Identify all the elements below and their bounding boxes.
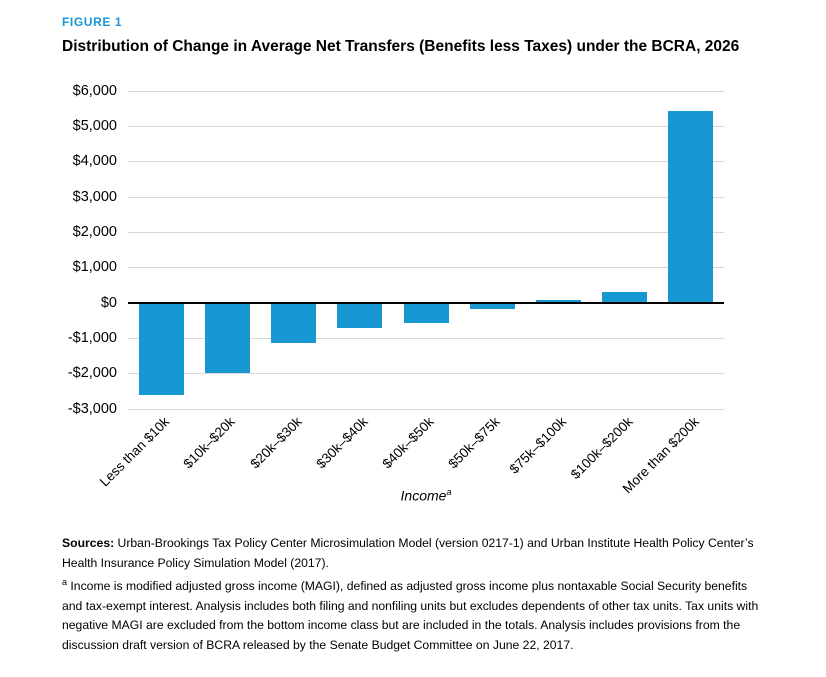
gridline [128, 91, 724, 92]
x-tick-label: $100k–$200k [567, 414, 636, 482]
footnote-marker: a [62, 577, 68, 587]
figure-number-label: FIGURE 1 [62, 15, 123, 29]
y-tick-label: $2,000 [72, 223, 117, 240]
gridline [128, 267, 724, 268]
x-axis-title-footnote-marker: a [446, 487, 452, 497]
gridline [128, 409, 724, 410]
bar [404, 303, 449, 323]
sources-label: Sources: [62, 536, 115, 550]
bar [668, 111, 713, 303]
bar [139, 303, 184, 395]
bar [271, 303, 316, 343]
x-tick-label: $30k–$40k [313, 414, 371, 472]
zero-axis-line [128, 302, 724, 304]
figure-notes [62, 534, 768, 655]
y-tick-label: -$1,000 [67, 329, 117, 346]
bar [205, 303, 250, 373]
gridline [128, 373, 724, 374]
bar [337, 303, 382, 328]
footnote-text: Income is modified adjusted gross income (MAGI), defined as adjusted gross income plus nontaxable Social Security benefits and tax-exempt interest. Analysis includes both filing and nonfiling units but excludes dependents of other tax units. Tax units with negative MAGI are excluded from the bottom income class but are included in the totals. Analysis includes provisions from the discussion draft version of BCRA released by the Senate Budget Committee on June 22, 2017. [62, 579, 759, 652]
x-tick-label: $75k–$100k [506, 414, 570, 477]
y-tick-label: $5,000 [72, 117, 117, 134]
x-axis-title [128, 487, 724, 504]
y-axis-labels [0, 82, 117, 417]
y-tick-label: $0 [100, 294, 117, 311]
y-tick-label: $4,000 [72, 153, 117, 170]
x-tick-label: $10k–$20k [180, 414, 238, 472]
y-tick-label: $1,000 [72, 259, 117, 276]
gridline [128, 197, 724, 198]
x-tick-label: $50k–$75k [445, 414, 503, 472]
income-footnote [62, 573, 768, 655]
x-tick-label: More than $200k [619, 414, 702, 497]
sources-text: Urban-Brookings Tax Policy Center Microsimulation Model (version 0217-1) and Urban Institute Health Policy Center’s Health Insurance Policy Simulation Model (2017). [62, 536, 754, 570]
y-tick-label: $6,000 [72, 82, 117, 99]
gridline [128, 161, 724, 162]
x-tick-label: $20k–$30k [246, 414, 305, 472]
x-axis-title-text: Income [400, 487, 447, 504]
y-tick-label: -$3,000 [67, 400, 117, 417]
figure-title: Distribution of Change in Average Net Transfers (Benefits less Taxes) under the BCRA, 2026 [62, 38, 740, 55]
gridline [128, 232, 724, 233]
bar-chart-plot-area [128, 91, 724, 409]
sources-note [62, 534, 768, 573]
y-tick-label: $3,000 [72, 188, 117, 205]
x-tick-label: Less than $10k [96, 414, 172, 490]
x-tick-label: $40k–$50k [379, 414, 437, 472]
y-tick-label: -$2,000 [67, 365, 117, 382]
gridline [128, 126, 724, 127]
